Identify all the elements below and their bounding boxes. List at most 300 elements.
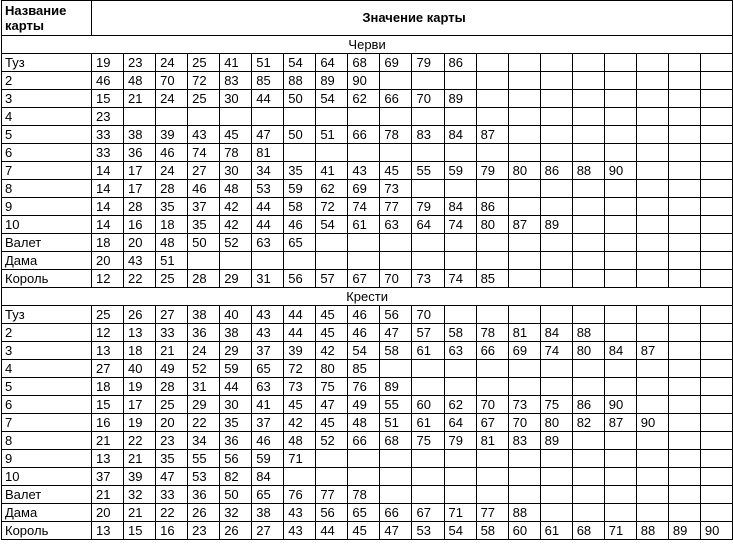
value-cell: 80	[540, 414, 572, 432]
value-cell: 88	[284, 72, 316, 90]
value-cell: 71	[284, 450, 316, 468]
card-name: Король	[2, 270, 92, 288]
value-cell: 30	[220, 90, 252, 108]
value-cell: 42	[316, 342, 348, 360]
value-cell: 40	[124, 360, 156, 378]
card-name: 7	[2, 162, 92, 180]
value-cell: 69	[380, 54, 412, 72]
value-cell	[284, 468, 316, 486]
value-cell: 46	[348, 306, 380, 324]
value-cell	[284, 144, 316, 162]
value-cell	[668, 108, 700, 126]
value-cell: 39	[156, 126, 188, 144]
value-cell: 69	[348, 180, 380, 198]
card-name: Валет	[2, 234, 92, 252]
value-cell: 85	[476, 270, 508, 288]
value-cell	[668, 414, 700, 432]
value-cell: 59	[444, 162, 476, 180]
section-row	[2, 36, 733, 54]
value-cell	[572, 126, 604, 144]
value-cell	[700, 486, 732, 504]
card-name: Валет	[2, 486, 92, 504]
value-cell: 88	[572, 162, 604, 180]
value-cell: 30	[220, 162, 252, 180]
value-cell: 88	[572, 324, 604, 342]
value-cell: 71	[604, 522, 636, 540]
value-cell: 44	[252, 216, 284, 234]
value-cell	[412, 252, 444, 270]
value-cell: 75	[540, 396, 572, 414]
value-cell	[348, 108, 380, 126]
value-cell	[668, 234, 700, 252]
table-row	[2, 324, 733, 342]
value-cell	[604, 90, 636, 108]
value-cell: 80	[572, 342, 604, 360]
value-cell	[572, 504, 604, 522]
value-cell: 57	[412, 324, 444, 342]
value-cell	[636, 234, 668, 252]
value-cell	[444, 360, 476, 378]
value-cell	[412, 234, 444, 252]
value-cell	[412, 360, 444, 378]
value-cell: 26	[220, 522, 252, 540]
value-cell: 35	[156, 450, 188, 468]
value-cell: 70	[412, 306, 444, 324]
value-cell	[668, 504, 700, 522]
value-cell	[636, 432, 668, 450]
value-cell	[476, 360, 508, 378]
value-cell	[540, 234, 572, 252]
value-cell	[380, 108, 412, 126]
value-cell	[636, 324, 668, 342]
value-cell: 75	[412, 432, 444, 450]
value-cell: 38	[252, 504, 284, 522]
card-name: 4	[2, 360, 92, 378]
value-cell: 76	[284, 486, 316, 504]
value-cell	[636, 90, 668, 108]
value-cell: 61	[540, 522, 572, 540]
value-cell	[604, 108, 636, 126]
value-cell	[604, 252, 636, 270]
value-cell: 13	[92, 522, 124, 540]
value-cell: 58	[444, 324, 476, 342]
value-cell: 64	[412, 216, 444, 234]
value-cell	[220, 252, 252, 270]
value-cell: 84	[252, 468, 284, 486]
value-cell: 26	[188, 504, 220, 522]
value-cell	[508, 306, 540, 324]
table-row	[2, 198, 733, 216]
card-name: 5	[2, 378, 92, 396]
table-row	[2, 360, 733, 378]
value-cell	[412, 180, 444, 198]
value-cell	[476, 108, 508, 126]
value-cell: 12	[92, 270, 124, 288]
value-cell	[700, 396, 732, 414]
value-cell: 74	[348, 198, 380, 216]
value-cell: 90	[348, 72, 380, 90]
value-cell: 61	[348, 216, 380, 234]
value-cell: 45	[220, 126, 252, 144]
value-cell: 73	[284, 378, 316, 396]
value-cell	[348, 450, 380, 468]
value-cell	[476, 54, 508, 72]
value-cell	[476, 144, 508, 162]
value-cell: 31	[188, 378, 220, 396]
value-cell: 27	[188, 162, 220, 180]
value-cell: 64	[316, 54, 348, 72]
value-cell	[668, 270, 700, 288]
value-cell: 47	[156, 468, 188, 486]
value-cell	[540, 144, 572, 162]
value-cell: 85	[348, 360, 380, 378]
value-cell: 21	[92, 486, 124, 504]
table-row	[2, 90, 733, 108]
value-cell: 15	[92, 90, 124, 108]
value-cell	[572, 90, 604, 108]
value-cell: 59	[252, 450, 284, 468]
value-cell: 28	[156, 180, 188, 198]
table-row	[2, 306, 733, 324]
value-cell: 59	[220, 360, 252, 378]
table-row	[2, 396, 733, 414]
value-cell: 47	[252, 126, 284, 144]
value-cell: 62	[348, 90, 380, 108]
value-cell: 23	[188, 522, 220, 540]
value-cell	[604, 216, 636, 234]
value-cell	[668, 126, 700, 144]
value-cell: 13	[124, 324, 156, 342]
value-cell	[604, 360, 636, 378]
value-cell: 72	[316, 198, 348, 216]
value-cell	[700, 306, 732, 324]
value-cell: 28	[156, 378, 188, 396]
value-cell	[508, 270, 540, 288]
value-cell: 90	[604, 396, 636, 414]
value-cell: 52	[220, 234, 252, 252]
value-cell: 86	[540, 162, 572, 180]
value-cell	[668, 324, 700, 342]
value-cell: 14	[92, 216, 124, 234]
value-cell: 27	[156, 306, 188, 324]
value-cell	[700, 198, 732, 216]
value-cell	[668, 216, 700, 234]
value-cell	[444, 108, 476, 126]
value-cell: 16	[156, 522, 188, 540]
value-cell: 23	[124, 54, 156, 72]
value-cell: 53	[412, 522, 444, 540]
value-cell: 62	[316, 180, 348, 198]
value-cell: 64	[444, 414, 476, 432]
value-cell	[412, 72, 444, 90]
value-cell: 83	[508, 432, 540, 450]
value-cell: 38	[220, 324, 252, 342]
value-cell	[668, 468, 700, 486]
value-cell: 13	[92, 450, 124, 468]
value-cell	[668, 486, 700, 504]
value-cell: 14	[92, 198, 124, 216]
table-row	[2, 342, 733, 360]
value-cell: 44	[316, 522, 348, 540]
value-cell: 62	[444, 396, 476, 414]
value-cell	[476, 180, 508, 198]
value-cell: 34	[188, 432, 220, 450]
value-cell	[572, 252, 604, 270]
card-name: 2	[2, 72, 92, 90]
value-cell	[572, 450, 604, 468]
value-cell: 53	[188, 468, 220, 486]
value-cell: 30	[220, 396, 252, 414]
value-cell	[540, 504, 572, 522]
value-cell	[508, 126, 540, 144]
value-cell	[508, 360, 540, 378]
value-cell	[316, 144, 348, 162]
value-cell	[572, 144, 604, 162]
value-cell: 35	[156, 198, 188, 216]
table-row	[2, 234, 733, 252]
value-cell: 46	[348, 324, 380, 342]
value-cell: 20	[92, 504, 124, 522]
value-cell	[636, 378, 668, 396]
card-name: 9	[2, 198, 92, 216]
value-cell	[380, 486, 412, 504]
value-cell	[700, 162, 732, 180]
value-cell	[540, 468, 572, 486]
value-cell: 70	[412, 90, 444, 108]
value-cell	[380, 252, 412, 270]
value-cell	[476, 468, 508, 486]
value-cell	[476, 450, 508, 468]
value-cell	[700, 234, 732, 252]
value-cell	[604, 126, 636, 144]
value-cell	[444, 378, 476, 396]
value-cell	[412, 468, 444, 486]
value-cell: 24	[188, 342, 220, 360]
value-cell: 87	[636, 342, 668, 360]
value-cell: 50	[188, 234, 220, 252]
value-cell	[700, 54, 732, 72]
value-cell: 54	[316, 216, 348, 234]
value-cell	[572, 108, 604, 126]
value-cell: 33	[92, 126, 124, 144]
value-cell	[444, 252, 476, 270]
value-cell	[444, 144, 476, 162]
value-cell: 54	[316, 90, 348, 108]
value-cell: 70	[156, 72, 188, 90]
value-cell: 24	[156, 90, 188, 108]
value-cell: 42	[220, 198, 252, 216]
value-cell: 59	[284, 180, 316, 198]
card-name: 10	[2, 216, 92, 234]
value-cell	[380, 360, 412, 378]
value-cell: 49	[348, 396, 380, 414]
value-cell	[668, 72, 700, 90]
value-cell	[572, 486, 604, 504]
value-cell: 17	[124, 162, 156, 180]
value-cell	[540, 90, 572, 108]
value-cell	[636, 504, 668, 522]
value-cell: 74	[444, 270, 476, 288]
value-cell: 48	[284, 432, 316, 450]
value-cell: 23	[92, 108, 124, 126]
value-cell: 48	[220, 180, 252, 198]
value-cell: 65	[284, 234, 316, 252]
card-name: 8	[2, 432, 92, 450]
value-cell: 63	[444, 342, 476, 360]
value-cell	[700, 378, 732, 396]
value-cell: 85	[252, 72, 284, 90]
value-cell	[636, 216, 668, 234]
value-cell: 55	[412, 162, 444, 180]
value-cell: 86	[572, 396, 604, 414]
value-cell	[668, 378, 700, 396]
value-cell	[412, 108, 444, 126]
value-cell: 66	[380, 90, 412, 108]
value-cell	[604, 234, 636, 252]
value-cell	[508, 234, 540, 252]
value-cell: 40	[220, 306, 252, 324]
value-cell	[444, 486, 476, 504]
value-cell: 17	[124, 180, 156, 198]
value-cell	[124, 108, 156, 126]
value-cell	[540, 72, 572, 90]
value-cell	[668, 396, 700, 414]
value-cell: 43	[284, 522, 316, 540]
value-cell: 70	[380, 270, 412, 288]
table-row	[2, 378, 733, 396]
value-cell	[508, 450, 540, 468]
value-cell: 44	[284, 306, 316, 324]
value-cell: 25	[92, 306, 124, 324]
value-cell	[444, 234, 476, 252]
value-cell	[476, 306, 508, 324]
value-cell	[540, 306, 572, 324]
value-cell: 22	[156, 504, 188, 522]
value-cell: 22	[188, 414, 220, 432]
value-cell	[444, 180, 476, 198]
value-cell: 79	[412, 54, 444, 72]
value-cell: 25	[188, 54, 220, 72]
table-row	[2, 72, 733, 90]
value-cell	[316, 468, 348, 486]
value-cell	[540, 198, 572, 216]
value-cell	[380, 72, 412, 90]
value-cell	[476, 486, 508, 504]
value-cell	[604, 504, 636, 522]
value-cell: 52	[188, 360, 220, 378]
value-cell: 50	[284, 90, 316, 108]
table-body	[2, 36, 733, 540]
value-cell	[348, 234, 380, 252]
value-cell	[668, 54, 700, 72]
value-cell: 21	[124, 450, 156, 468]
value-cell	[316, 234, 348, 252]
value-cell: 28	[188, 270, 220, 288]
value-cell: 55	[380, 396, 412, 414]
value-cell	[572, 468, 604, 486]
value-cell: 79	[476, 162, 508, 180]
value-cell: 43	[252, 306, 284, 324]
value-cell: 89	[380, 378, 412, 396]
value-cell	[636, 252, 668, 270]
value-cell	[572, 72, 604, 90]
table-row	[2, 450, 733, 468]
value-cell: 87	[476, 126, 508, 144]
card-values-table	[1, 0, 733, 540]
value-cell	[476, 378, 508, 396]
value-cell: 42	[284, 414, 316, 432]
value-cell	[188, 252, 220, 270]
value-cell: 47	[316, 396, 348, 414]
value-cell: 22	[124, 270, 156, 288]
value-cell	[412, 378, 444, 396]
value-cell	[412, 486, 444, 504]
value-cell: 78	[476, 324, 508, 342]
value-cell: 63	[380, 216, 412, 234]
value-cell: 45	[316, 414, 348, 432]
value-cell	[700, 324, 732, 342]
card-name: Дама	[2, 252, 92, 270]
value-cell: 51	[380, 414, 412, 432]
value-cell	[636, 486, 668, 504]
value-cell	[700, 252, 732, 270]
value-cell	[700, 180, 732, 198]
value-cell: 73	[508, 396, 540, 414]
value-cell: 45	[284, 396, 316, 414]
value-cell: 34	[252, 162, 284, 180]
value-cell	[348, 252, 380, 270]
value-cell: 22	[124, 432, 156, 450]
table-row	[2, 54, 733, 72]
table-row	[2, 180, 733, 198]
value-cell	[508, 72, 540, 90]
value-cell	[572, 270, 604, 288]
value-cell: 77	[380, 198, 412, 216]
table-row	[2, 108, 733, 126]
value-cell: 54	[284, 54, 316, 72]
value-cell: 23	[156, 432, 188, 450]
value-cell: 78	[380, 126, 412, 144]
card-name: 7	[2, 414, 92, 432]
table-row	[2, 468, 733, 486]
value-cell	[540, 360, 572, 378]
value-cell	[380, 234, 412, 252]
value-cell	[444, 306, 476, 324]
card-name: 6	[2, 396, 92, 414]
value-cell	[572, 360, 604, 378]
value-cell: 66	[348, 432, 380, 450]
value-cell: 84	[444, 198, 476, 216]
value-cell: 19	[92, 54, 124, 72]
value-cell: 46	[252, 432, 284, 450]
value-cell	[444, 450, 476, 468]
value-cell	[604, 378, 636, 396]
value-cell: 84	[604, 342, 636, 360]
value-cell	[188, 108, 220, 126]
value-cell: 67	[348, 270, 380, 288]
section-title: Крести	[2, 288, 733, 306]
value-cell: 56	[284, 270, 316, 288]
value-cell: 38	[124, 126, 156, 144]
value-cell: 45	[348, 522, 380, 540]
card-name: 10	[2, 468, 92, 486]
value-cell: 44	[220, 378, 252, 396]
value-cell: 55	[188, 450, 220, 468]
value-cell: 74	[540, 342, 572, 360]
value-cell: 87	[508, 216, 540, 234]
value-cell: 81	[476, 432, 508, 450]
value-cell: 21	[156, 342, 188, 360]
